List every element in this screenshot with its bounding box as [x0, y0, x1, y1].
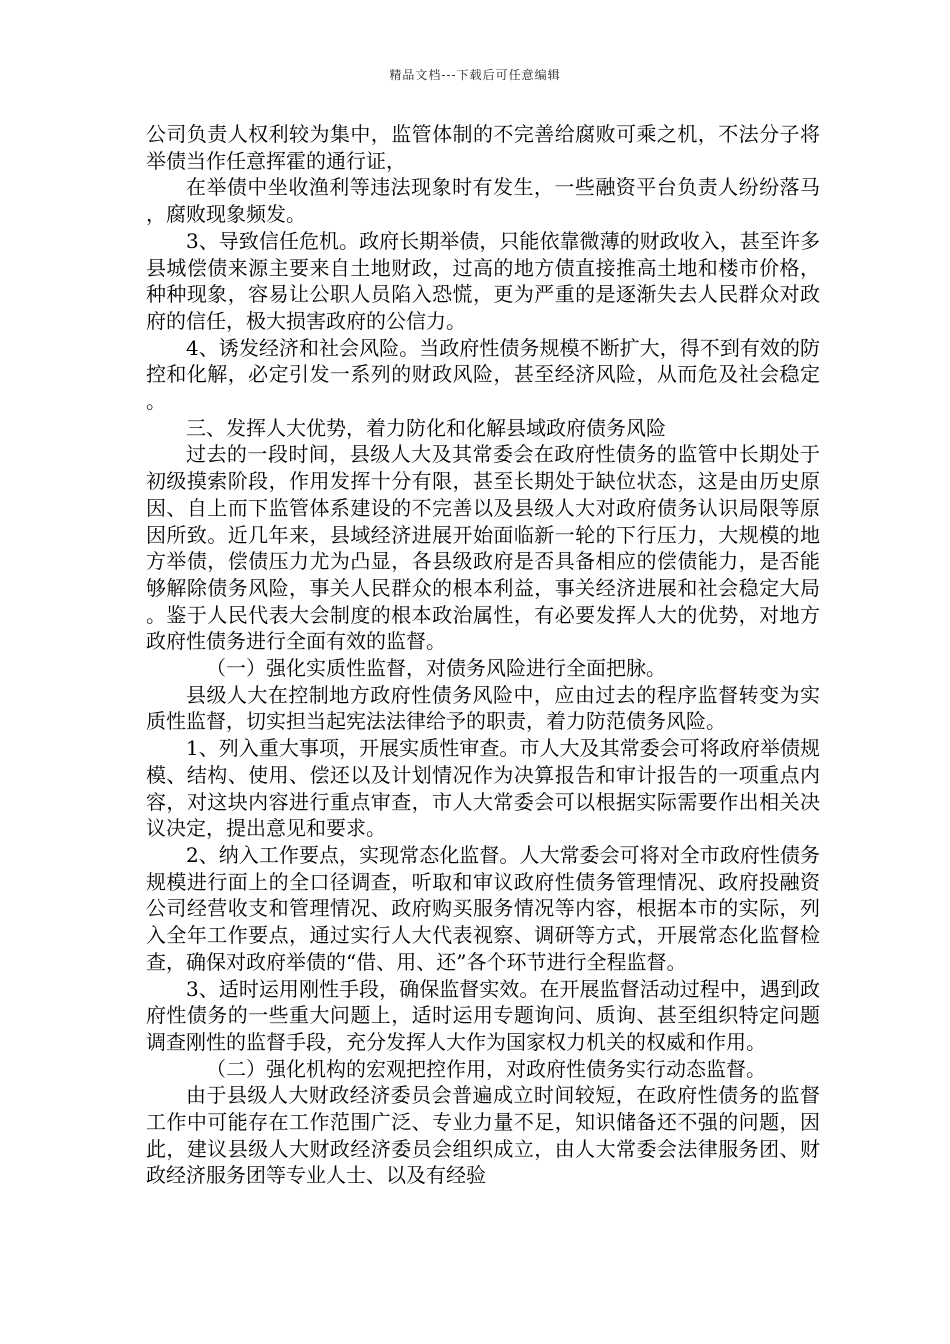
- document-body: [146, 121, 820, 1189]
- paragraph: 1、列入重大事项，开展实质性审查。市人大及其常委会可将政府举债规模、结构、使用、偿还以及计划情况作为决算报告和审计报告的一项重点内容，对这块内容进行重点审查，市人大常委会可以根据实际需要作出相关决议决定，提出意见和要求。: [146, 736, 820, 841]
- section-heading: 三、发挥人大优势，着力防化和化解县域政府债务风险: [186, 415, 666, 440]
- paragraph: 3、适时运用刚性手段，确保监督实效。在开展监督活动过程中，遇到政府性债务的一些重大问题上，适时运用专题询问、质询、甚至组织特定问题调查刚性的监督手段，充分发挥人大作为国家权力机关的权威和作用。: [146, 976, 820, 1054]
- subsection-heading: （二）强化机构的宏观把控作用，对政府性债务实行动态监督。: [206, 1056, 766, 1081]
- paragraph: 公司负责人权利较为集中，监管体制的不完善给腐败可乘之机，不法分子将举债当作任意挥霍的通行证，: [146, 122, 820, 173]
- paragraph: 由于县级人大财政经济委员会普遍成立时间较短，在政府性债务的监督工作中可能存在工作范围广泛、专业力量不足，知识储备还不强的问题，因此，建议县级人大财政经济委员会组织成立，由人大常委会法律服务团、财政经济服务团等专业人士、以及有经验: [146, 1083, 820, 1188]
- paragraph: 4、诱发经济和社会风险。当政府性债务规模不断扩大，得不到有效的防控和化解，必定引发一系列的财政风险，甚至经济风险，从而危及社会稳定。: [146, 335, 820, 414]
- paragraph: 县级人大在控制地方政府性债务风险中，应由过去的程序监督转变为实质性监督，切实担当起宪法法律给予的职责，着力防范债务风险。: [146, 682, 820, 734]
- paragraph: 2、纳入工作要点，实现常态化监督。人大常委会可将对全市政府性债务规模进行面上的全口径调查，听取和审议政府性债务管理情况、政府投融资公司经营收支和管理情况、政府购买服务情况等内容，根据本市的实际，列入全年工作要点，通过实行人大代表视察、调研等方式，开展常态化监督检查，确保对政府举债的“借、用、还”各个环节进行全程监督。: [146, 842, 820, 974]
- paragraph: 3、导致信任危机。政府长期举债，只能依靠微薄的财政收入，甚至许多县城偿债来源主要来自土地财政，过高的地方债直接推高土地和楼市价格，种种现象，容易让公职人员陷入恐慌，更为严重的是逐渐失去人民群众对政府的信任，极大损害政府的公信力。: [146, 228, 820, 333]
- page-header: 精品文档---下载后可任意编辑: [389, 68, 561, 82]
- paragraph: 在举债中坐收渔利等违法现象时有发生，一些融资平台负责人纷纷落马，腐败现象频发。: [146, 175, 820, 227]
- paragraph: 过去的一段时间，县级人大及其常委会在政府性债务的监管中长期处于初级摸索阶段，作用发挥十分有限，甚至长期处于缺位状态，这是由历史原因、自上而下监管体系建设的不完善以及县级人大对政府债务认识局限等原因所致。近几年来，县域经济进展开始面临新一轮的下行压力，大规模的地方举债，偿债压力尤为凸显，各县级政府是否具备相应的偿债能力，是否能够解除债务风险，事关人民群众的根本利益，事关经济进展和社会稳定大局。鉴于人民代表大会制度的根本政治属性，有必要发挥人大的优势，对地方政府性债务进行全面有效的监督。: [146, 442, 820, 654]
- subsection-heading: （一）强化实质性监督，对债务风险进行全面把脉。: [206, 656, 666, 681]
